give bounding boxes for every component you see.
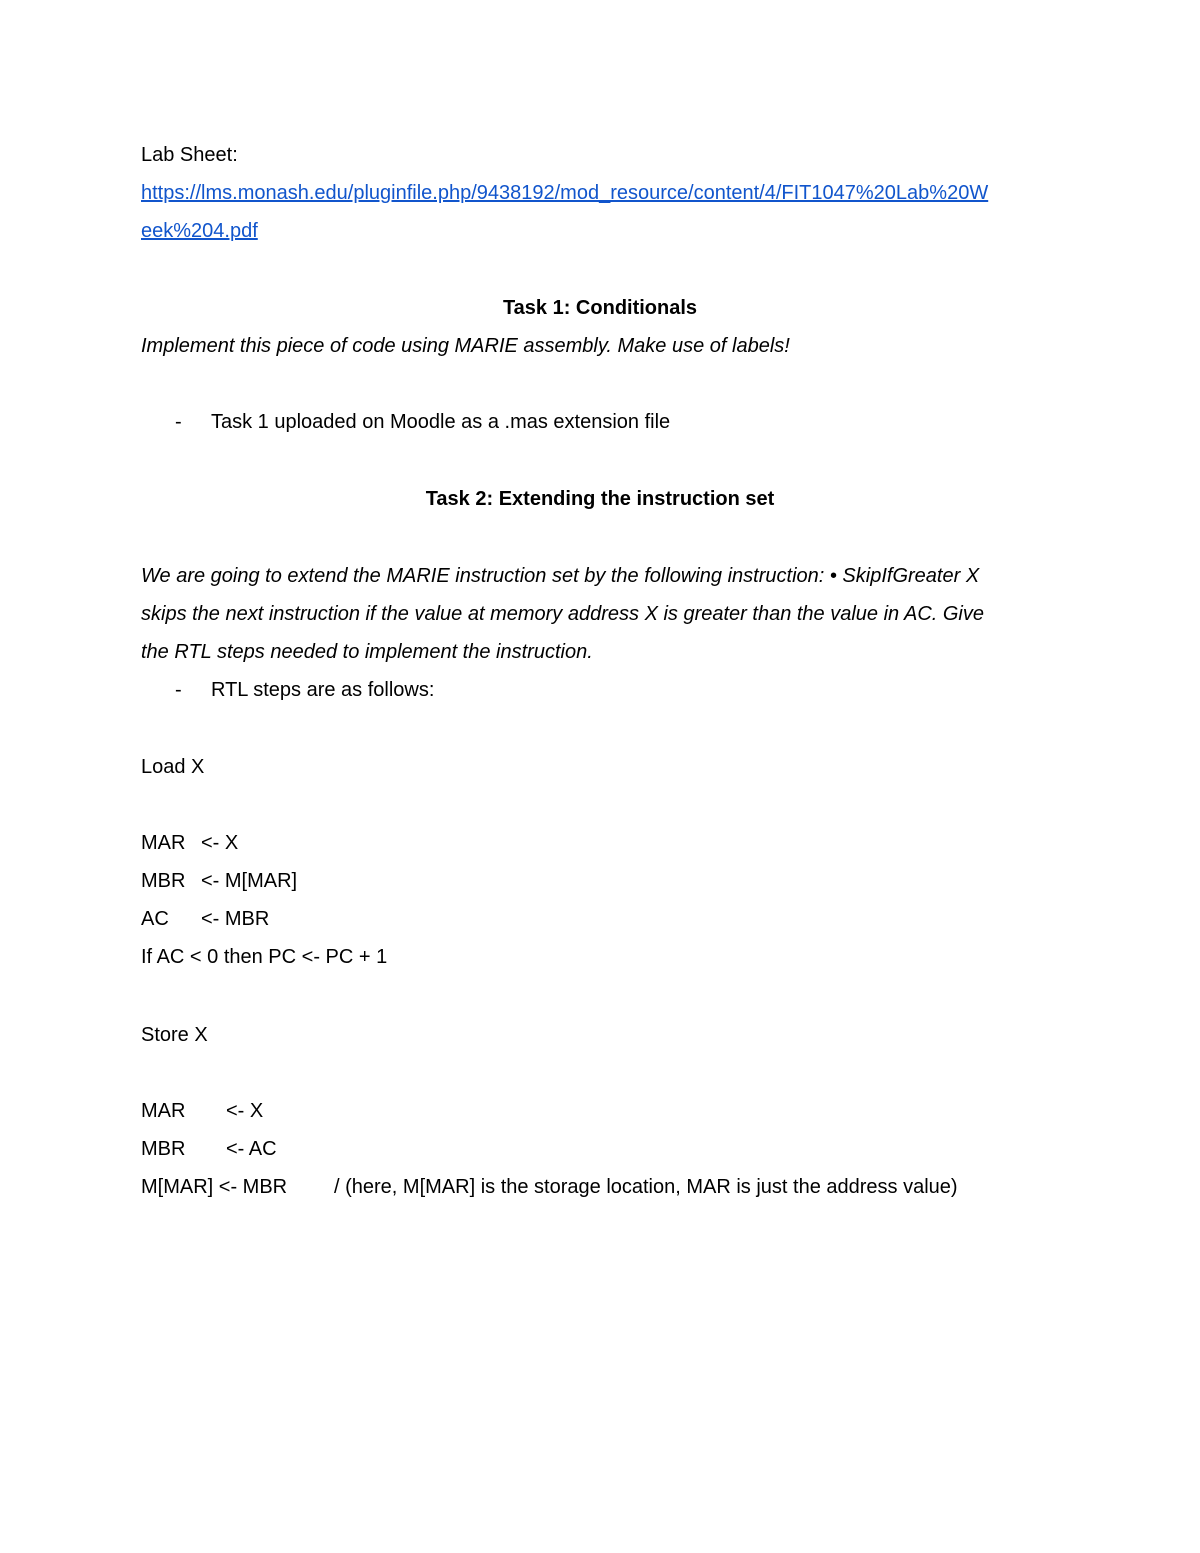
load-step-reg: AC bbox=[141, 908, 169, 930]
task2-paragraph-line2: skips the next instruction if the value at memory address X is greater than the value in AC. Give bbox=[141, 603, 984, 625]
task1-bullet-text: Task 1 uploaded on Moodle as a .mas extension file bbox=[211, 411, 671, 433]
load-step-op: <- X bbox=[201, 832, 239, 854]
lab-sheet-label: Lab Sheet: bbox=[141, 144, 238, 166]
store-step-reg: MAR bbox=[141, 1100, 186, 1122]
load-condition: If AC < 0 then PC <- PC + 1 bbox=[141, 946, 388, 968]
task2-title: Task 2: Extending the instruction set bbox=[425, 488, 775, 510]
task2-bullet-text: RTL steps are as follows: bbox=[211, 679, 435, 701]
load-heading: Load X bbox=[141, 756, 205, 778]
load-step-op: <- M[MAR] bbox=[201, 870, 298, 892]
load-step-reg: MBR bbox=[141, 870, 186, 892]
task2-paragraph-line3: the RTL steps needed to implement the instruction. bbox=[141, 641, 593, 663]
load-step-reg: MAR bbox=[141, 832, 186, 854]
store-heading: Store X bbox=[141, 1024, 208, 1046]
load-step-op: <- MBR bbox=[201, 908, 270, 930]
task2-paragraph-line1: We are going to extend the MARIE instruction set by the following instruction: • SkipIfGreater X bbox=[141, 565, 980, 587]
store-step-reg: M[MAR] <- MBR bbox=[141, 1176, 288, 1198]
task2-bullet-dash: - bbox=[175, 679, 182, 701]
store-step-op: <- X bbox=[226, 1100, 264, 1122]
store-step-op: <- AC bbox=[226, 1138, 277, 1160]
store-step-reg: MBR bbox=[141, 1138, 186, 1160]
lab-sheet-link-line1[interactable]: https://lms.monash.edu/pluginfile.php/9438192/mod_resource/content/4/FIT1047%20Lab%20W bbox=[141, 182, 989, 204]
task1-bullet-dash: - bbox=[175, 411, 182, 433]
lab-sheet-link-line2[interactable]: eek%204.pdf bbox=[141, 220, 258, 242]
store-step-note: / (here, M[MAR] is the storage location, MAR is just the address value) bbox=[334, 1176, 958, 1198]
task1-instruction: Implement this piece of code using MARIE assembly. Make use of labels! bbox=[141, 335, 790, 357]
task1-title: Task 1: Conditionals bbox=[502, 297, 698, 319]
